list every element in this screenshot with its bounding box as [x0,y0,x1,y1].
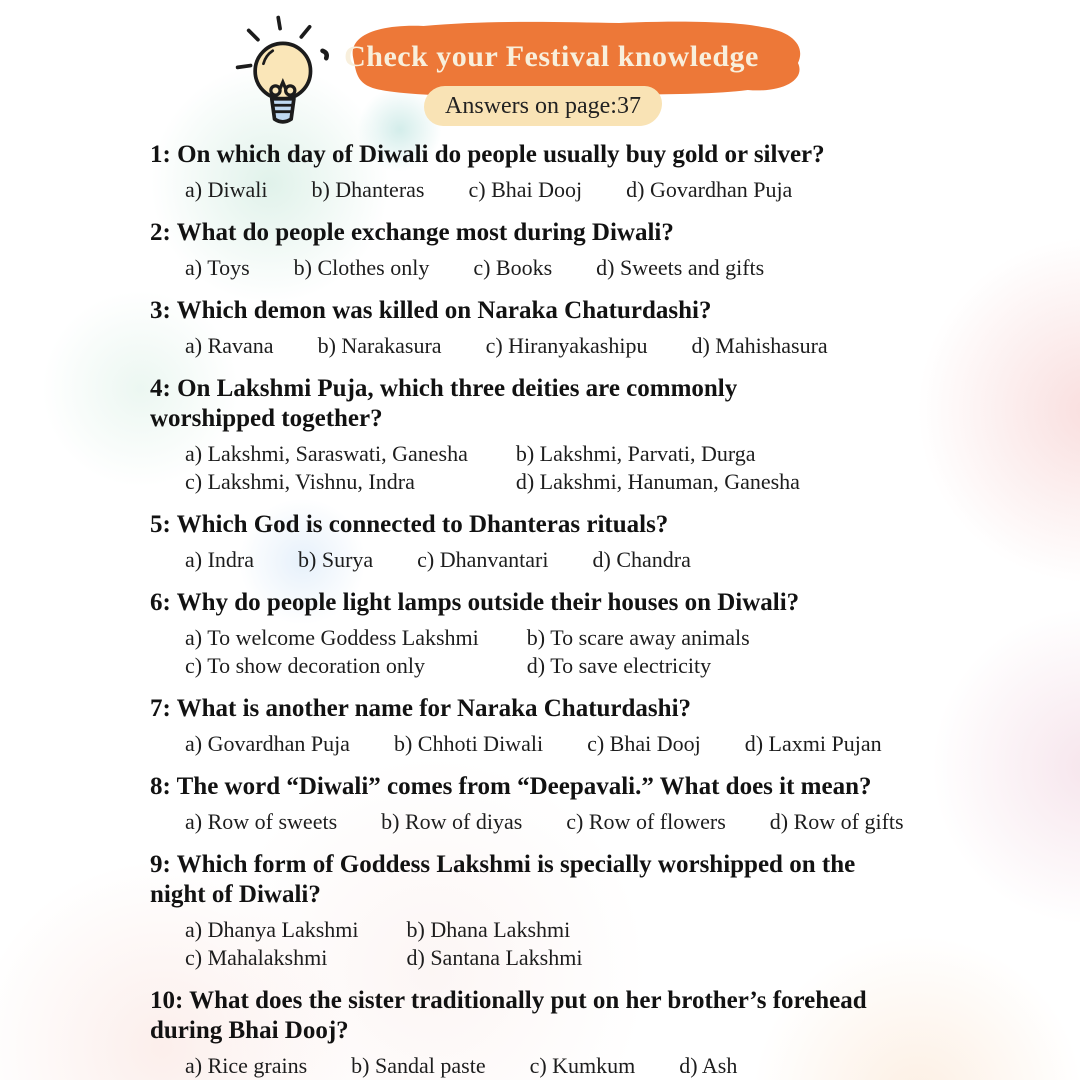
option: b) Chhoti Diwali [393,731,544,756]
question-block [150,772,950,835]
option: a) Dhanya Lakshmi [185,917,359,942]
question-block [150,218,950,281]
question-text [150,374,950,434]
option: c) Bhai Dooj [587,731,701,756]
option: c) Kumkum [529,1053,636,1078]
option: a) Lakshmi, Saraswati, Ganesha [185,441,468,466]
question-block [150,510,950,573]
question-options [150,1052,950,1079]
question-block [150,374,950,495]
question-line: 1: On which day of Diwali do people usually buy gold or silver? [150,141,825,168]
option: b) To scare away animals [526,625,750,650]
page-title: Check your Festival knowledge [344,40,759,73]
question-line: 2: What do people exchange most during Diwali? [150,219,674,246]
question-line: 7: What is another name for Naraka Chaturdashi? [150,695,692,722]
option: d) Govardhan Puja [626,177,793,202]
question-line: night of Diwali? [150,881,321,908]
option: b) Narakasura [317,333,442,358]
option: d) Laxmi Pujan [744,731,882,756]
question-text [150,986,950,1046]
option: b) Sandal paste [351,1053,486,1078]
option: d) Mahishasura [691,333,828,358]
option: a) Rice grains [185,1053,308,1078]
option: d) Lakshmi, Hanuman, Ganesha [515,469,800,494]
question-line: 10: What does the sister traditionally put on her brother’s forehead [150,987,867,1014]
option: b) Row of diyas [381,809,523,834]
answers-note: Answers on page:37 [445,92,641,119]
question-text [150,850,950,910]
question-line: worshipped together? [150,405,383,432]
option: c) Dhanvantari [417,547,549,572]
option: b) Surya [298,547,374,572]
option: a) To welcome Goddess Lakshmi [185,625,479,650]
question-block [150,296,950,359]
option: b) Clothes only [293,255,430,280]
question-options [150,332,950,359]
question-text [150,772,950,802]
question-options [150,624,950,679]
question-text [150,140,950,170]
question-options [150,730,950,757]
option: c) Books [473,255,553,280]
quiz-list [150,140,950,1079]
question-block [150,694,950,757]
question-block [150,588,950,679]
question-block [150,140,950,203]
answers-pill [424,86,662,126]
option: a) Indra [185,547,255,572]
question-line: 6: Why do people light lamps outside their houses on Diwali? [150,589,800,616]
header [0,0,1080,128]
question-line: 4: On Lakshmi Puja, which three deities are commonly [150,375,738,402]
question-text [150,296,950,326]
question-text [150,694,950,724]
question-options [150,916,950,971]
option: d) Chandra [592,547,691,572]
question-line: 3: Which demon was killed on Naraka Chaturdashi? [150,297,712,324]
option: a) Govardhan Puja [185,731,350,756]
option: c) Lakshmi, Vishnu, Indra [185,469,415,494]
option: c) Mahalakshmi [185,945,328,970]
option: b) Lakshmi, Parvati, Durga [515,441,756,466]
question-options [150,254,950,281]
option: a) Row of sweets [185,809,338,834]
question-line: 5: Which God is connected to Dhanteras rituals? [150,511,669,538]
option: a) Diwali [185,177,268,202]
question-text [150,510,950,540]
option: b) Dhana Lakshmi [406,917,571,942]
question-options [150,440,950,495]
option: c) Hiranyakashipu [485,333,648,358]
option: a) Toys [185,255,250,280]
question-block [150,986,950,1079]
option: d) Sweets and gifts [596,255,765,280]
option: b) Dhanteras [311,177,425,202]
option: d) Ash [679,1053,738,1078]
question-options [150,176,950,203]
option: c) To show decoration only [185,653,426,678]
option: c) Bhai Dooj [468,177,583,202]
option: a) Ravana [185,333,274,358]
question-text [150,588,950,618]
question-text [150,218,950,248]
lightbulb-icon [230,12,332,132]
option: d) To save electricity [526,653,712,678]
option: c) Row of flowers [566,809,726,834]
question-line: 9: Which form of Goddess Lakshmi is specially worshipped on the [150,851,856,878]
question-line: 8: The word “Diwali” comes from “Deepavali.” What does it mean? [150,773,872,800]
question-line: during Bhai Dooj? [150,1017,349,1044]
option: d) Row of gifts [769,809,904,834]
question-options [150,546,950,573]
question-options [150,808,950,835]
option: d) Santana Lakshmi [406,945,583,970]
question-block [150,850,950,971]
